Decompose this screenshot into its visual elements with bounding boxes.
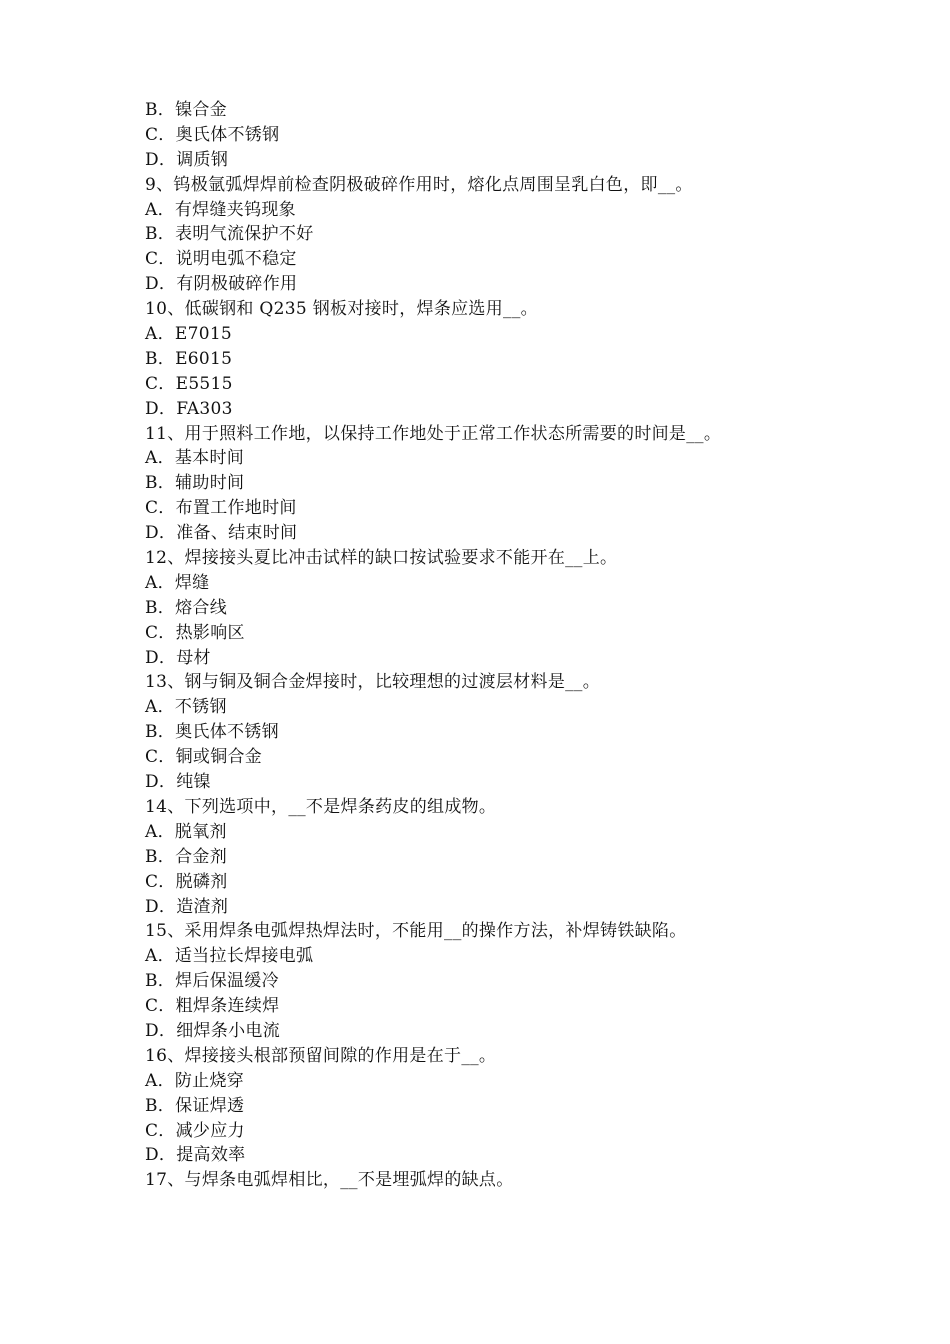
- option-line: A．焊缝: [145, 572, 210, 593]
- option-line: B．保证焊透: [145, 1095, 245, 1116]
- question-line: 15、采用焊条电弧焊热焊法时，不能用__的操作方法，补焊铸铁缺陷。: [145, 921, 687, 942]
- question-line: 9、钨极氩弧焊焊前检查阴极破碎作用时，熔化点周围呈乳白色，即__。: [145, 174, 693, 195]
- option-line: D．纯镍: [145, 772, 211, 793]
- option-line: A．基本时间: [145, 448, 245, 469]
- option-line: D．母材: [145, 647, 211, 668]
- question-line: 10、低碳钢和 Q235 钢板对接时，焊条应选用__。: [145, 299, 538, 320]
- option-line: C．说明电弧不稳定: [145, 249, 297, 270]
- option-line: D．细焊条小电流: [145, 1020, 281, 1041]
- option-line: C．粗焊条连续焊: [145, 996, 280, 1017]
- option-line: C．奥氏体不锈钢: [145, 124, 280, 145]
- option-line: A．不锈钢: [145, 697, 227, 718]
- option-line: C．减少应力: [145, 1120, 245, 1141]
- option-line: B．奥氏体不锈钢: [145, 722, 279, 743]
- option-line: C．布置工作地时间: [145, 498, 297, 519]
- option-line: D．准备、结束时间: [145, 523, 298, 544]
- option-line: D．FA303: [145, 398, 233, 419]
- option-line: A．适当拉长焊接电弧: [145, 946, 314, 967]
- question-line: 14、下列选项中，__不是焊条药皮的组成物。: [145, 796, 497, 817]
- option-line: A．防止烧穿: [145, 1070, 245, 1091]
- option-line: C．E5515: [145, 373, 233, 394]
- option-line: C．铜或铜合金: [145, 747, 263, 768]
- option-line: A．有焊缝夹钨现象: [145, 199, 296, 220]
- question-line: 11、用于照料工作地，以保持工作地处于正常工作状态所需要的时间是__。: [145, 423, 722, 444]
- question-line: 17、与焊条电弧焊相比，__不是埋弧焊的缺点。: [145, 1170, 514, 1191]
- option-line: D．造渣剂: [145, 896, 229, 917]
- option-line: A．脱氧剂: [145, 821, 227, 842]
- option-line: B．表明气流保护不好: [145, 224, 314, 245]
- option-line: B．镍合金: [145, 100, 227, 120]
- option-line: B．辅助时间: [145, 473, 245, 494]
- option-line: D．有阴极破碎作用: [145, 274, 298, 295]
- option-line: D．调质钢: [145, 149, 229, 170]
- question-line: 13、钢与铜及铜合金焊接时，比较理想的过渡层材料是__。: [145, 672, 601, 693]
- document-page: [145, 98, 845, 1193]
- option-line: B．E6015: [145, 348, 233, 369]
- option-line: C．脱磷剂: [145, 871, 228, 892]
- option-line: A．E7015: [145, 324, 233, 345]
- question-line: 16、焊接接头根部预留间隙的作用是在于__。: [145, 1045, 497, 1066]
- option-line: B．熔合线: [145, 597, 227, 618]
- question-line: 12、焊接接头夏比冲击试样的缺口按试验要求不能开在__上。: [145, 548, 618, 569]
- option-line: D．提高效率: [145, 1145, 246, 1166]
- option-line: B．合金剂: [145, 846, 227, 867]
- option-line: B．焊后保温缓冷: [145, 971, 279, 992]
- option-line: C．热影响区: [145, 622, 245, 643]
